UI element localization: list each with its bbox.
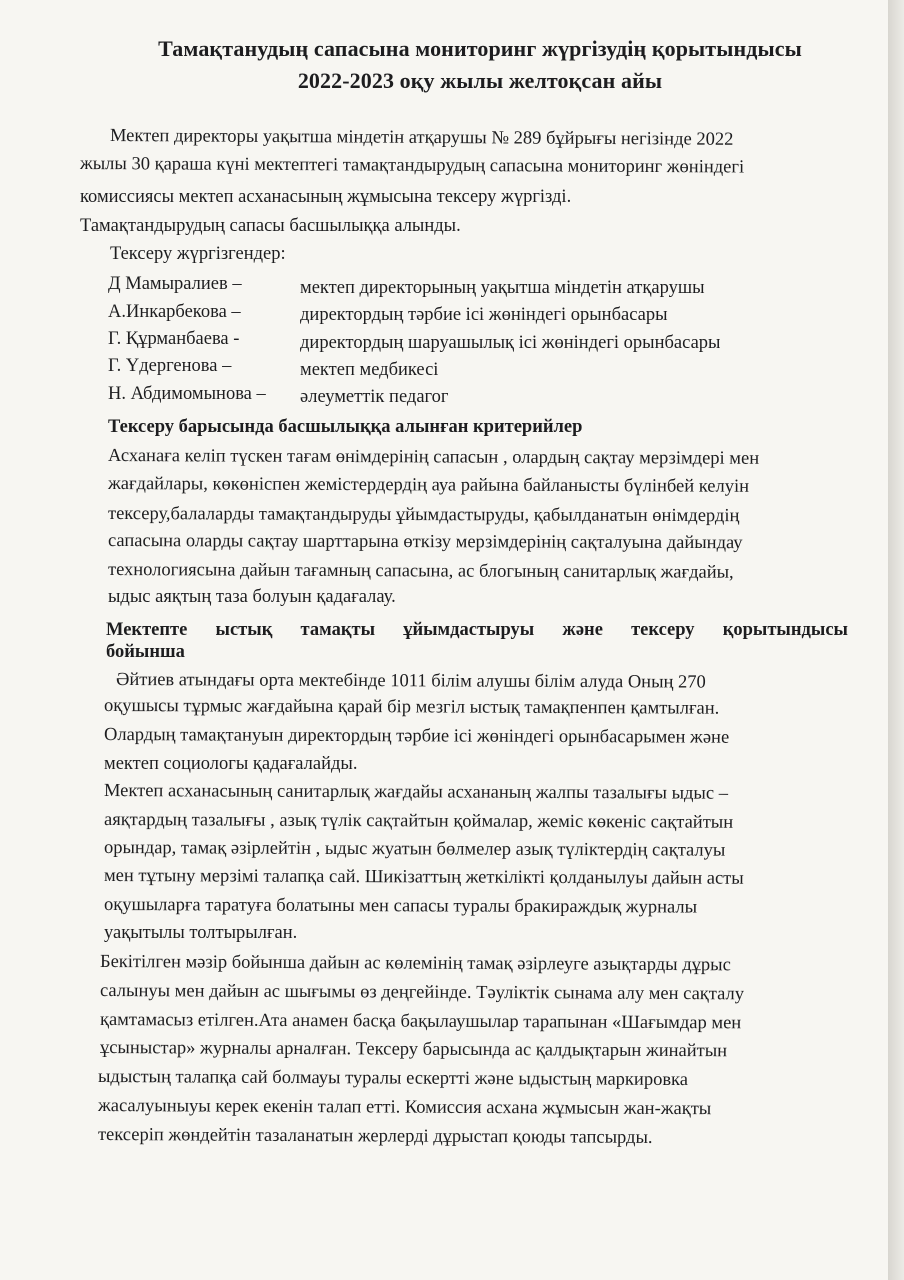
inspector-role: директордың тәрбие ісі жөніндегі орынбасары bbox=[300, 305, 668, 325]
criteria-heading: Тексеру барысында басшылыққа алынған критерийлер bbox=[108, 417, 583, 437]
results-p3-line-7: тексеріп жөндейтін тазаланатын жерлерді дұрыстап қоюды тапсырды. bbox=[97, 1125, 653, 1148]
results-p2-line-5: оқушыларға таратуға болатыны мен сапасы туралы бракираждық журналы bbox=[103, 895, 698, 918]
inspector-name: Г. Құрманбаева - bbox=[108, 329, 240, 349]
results-heading-line-1: Мектепте ыстық тамақты ұйымдастыруы және тексеру қорытындысы bbox=[106, 620, 848, 640]
document-title-line-2: 2022-2023 оқу жылы желтоқсан айы bbox=[297, 68, 663, 93]
results-p3-line-3: қамтамасыз етілген.Ата анамен басқа бақылаушылар тарапынан «Шағымдар мен bbox=[99, 1010, 742, 1034]
results-p2-line-3: орындар, тамақ әзірлейтін , ыдыс жуатын бөлмелер азық түліктердің сақталуы bbox=[103, 838, 726, 861]
inspector-role: мектеп директорының уақытша міндетін атқарушы bbox=[300, 278, 705, 298]
intro-line-4: Тамақтандырудың сапасы басшылыққа алынды. bbox=[80, 216, 461, 236]
inspector-name: Г. Үдергенова – bbox=[108, 356, 232, 376]
inspector-name: Н. Абдимомынова – bbox=[108, 384, 266, 404]
inspector-name: А.Инкарбекова – bbox=[108, 302, 241, 322]
page-edge bbox=[888, 0, 904, 1280]
document-title-line-1: Тамақтанудың сапасына мониторинг жүргізудің қорытындысы bbox=[158, 36, 802, 61]
criteria-line-1: Асханаға келіп түскен тағам өнімдерінің сапасын , олардың сақтау мерзімдері мен bbox=[107, 446, 760, 469]
intro-line-1: Мектеп директоры уақытша міндетін атқарушы № 289 бұйрығы негізінде 2022 bbox=[109, 126, 734, 150]
results-heading-line-2: бойынша bbox=[106, 642, 185, 662]
results-p1-line-1: Әйтиев атындағы орта мектебінде 1011 білім алушы білім алуда Оның 270 bbox=[115, 670, 706, 693]
intro-line-5: Тексеру жүргізгендер: bbox=[110, 244, 286, 264]
criteria-line-3: тексеру,балаларды тамақтандыруды ұйымдастыруды, қабылданатын өнімдердің bbox=[107, 504, 740, 527]
inspector-name: Д Мамыралиев – bbox=[108, 274, 242, 294]
intro-line-3: комиссиясы мектеп асханасының жұмысына тексеру жүргізді. bbox=[80, 187, 572, 207]
results-p1-line-4: мектеп социологы қадағалайды. bbox=[104, 754, 358, 774]
results-p3-line-1: Бекітілген мәзір бойынша дайын ас көлемінің тамақ әзірлеуге азықтарды дұрыс bbox=[99, 952, 731, 976]
results-p2-line-6: уақытылы толтырылған. bbox=[104, 923, 298, 943]
criteria-line-2: жағдайлары, көкөніспен жемістердердің ауа райына байланысты бүлінбей келуін bbox=[107, 474, 750, 497]
results-p3-line-4: ұсыныстар» журналы арналған. Тексеру барысында ас қалдықтарын жинайтын bbox=[99, 1038, 728, 1062]
results-p3-line-2: салынуы мен дайын ас шығымы өз деңгейінде. Тәуліктік сынама алу мен сақталу bbox=[99, 981, 745, 1005]
inspector-role: директордың шаруашылық ісі жөніндегі орынбасары bbox=[300, 333, 721, 353]
results-p3-line-6: жасалуыныуы керек екенін талап етті. Комиссия асхана жұмысын жан-жақты bbox=[97, 1096, 712, 1120]
inspector-role: мектеп медбикесі bbox=[300, 360, 439, 380]
results-p1-line-3: Олардың тамақтануын директордың тәрбие ісі жөніндегі орынбасарымен және bbox=[103, 725, 730, 748]
intro-line-2: жылы 30 қараша күні мектептегі тамақтандырудың сапасына мониторинг жөніндегі bbox=[79, 154, 745, 178]
results-p3-line-5: ыдыстың талапқа сай болмауы туралы ескертті және ыдыстың маркировка bbox=[97, 1067, 689, 1091]
results-p2-line-2: аяқтардың тазалығы , азық түлік сақтайтын қоймалар, жеміс көкеніс сақтайтын bbox=[103, 810, 734, 833]
criteria-line-5: технологиясына дайын тағамның сапасына, ас блогының санитарлық жағдайы, bbox=[107, 560, 734, 583]
results-p1-line-2: оқушысы тұрмыс жағдайына қарай бір мезгіл ыстық тамақпенпен қамтылған. bbox=[103, 696, 720, 719]
criteria-line-6: ыдыс аяқтың таза болуын қадағалау. bbox=[108, 587, 396, 607]
criteria-line-4: сапасына оларды сақтау шарттарына өткізу мерзімдерінің сақталуына дайындау bbox=[107, 531, 743, 554]
results-p2-line-1: Мектеп асханасының санитарлық жағдайы асхананың жалпы тазалығы ыдыс – bbox=[103, 781, 729, 804]
results-p2-line-4: мен тұтыну мерзімі талапқа сай. Шикізаттың жеткілікті қолданылуы дайын асты bbox=[103, 866, 744, 889]
inspector-role: әлеуметтік педагог bbox=[300, 387, 449, 407]
